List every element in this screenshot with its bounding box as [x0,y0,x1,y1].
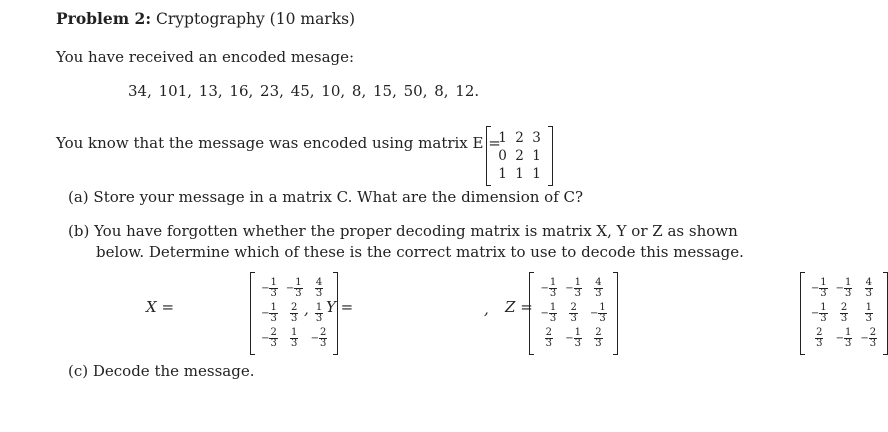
matrix-e-cell: 1 [532,147,541,164]
matrix-x-cell: $\frac{1}{3}$ [291,327,298,349]
matrix-z-cell: − $\frac{2}{3}$ [860,327,877,349]
label-x: X = [146,298,175,316]
matrix-e-cell: 1 [498,129,507,146]
matrix-z-cell: − $\frac{1}{3}$ [835,277,852,299]
matrix-e [486,126,553,186]
matrix-z-cell: − $\frac{1}{3}$ [810,277,827,299]
matrix-y-cell: − $\frac{1}{3}$ [565,277,582,299]
matrix-y [529,272,617,355]
label-z: Z = [505,298,533,316]
matrix-z-cell: $\frac{4}{3}$ [865,277,872,299]
matrix-z-cell: $\frac{2}{3}$ [816,327,823,349]
part-b-line1: (b) You have forgotten whether the proper decoding matrix is matrix X, Y or Z as shown [68,222,738,240]
matrix-e-cell: 2 [515,129,524,146]
matrix-y-cell: − $\frac{1}{3}$ [540,302,557,324]
matrix-y-cell: $\frac{2}{3}$ [545,327,553,349]
matrix-e-cell: 2 [515,147,524,164]
problem-heading [56,9,355,28]
matrix-y-cell: $\frac{4}{3}$ [595,277,602,299]
problem-title: Cryptography (10 marks) [156,10,356,28]
part-c: (c) Decode the message. [68,362,255,380]
matrix-x-cell: − $\frac{2}{3}$ [261,327,277,349]
matrix-e-cell: 1 [532,165,541,182]
matrix-x-cell: − $\frac{2}{3}$ [310,327,327,349]
matrix-z-cell: $\frac{2}{3}$ [840,302,848,324]
part-b-line2: below. Determine which of these is the correct matrix to use to decode this message. [96,243,744,261]
matrix-y-cell: − $\frac{1}{3}$ [565,327,582,349]
matrix-x-cell: $\frac{1}{3}$ [315,302,323,324]
matrix-x-cell: − $\frac{1}{3}$ [285,277,302,299]
label-y: Y = [326,298,354,316]
matrix-y-cell: − $\frac{1}{3}$ [590,302,606,324]
matrix-x-cell: $\frac{4}{3}$ [315,277,323,299]
matrix-sentence: You know that the message was encoded using matrix E = [56,134,501,152]
comma-y: , [484,300,489,318]
matrix-y-cell: $\frac{2}{3}$ [595,327,602,349]
intro-text: You have received an encoded mesage: [56,48,355,66]
matrix-y-cell: $\frac{2}{3}$ [570,302,577,324]
matrix-x-cell: − $\frac{1}{3}$ [261,302,277,324]
problem-number: Problem 2: [56,9,152,28]
matrix-z-cell: $\frac{1}{3}$ [865,302,872,324]
matrix-z [800,272,888,355]
encoded-message: 34, 101, 13, 16, 23, 45, 10, 8, 15, 50, 8, 12. [128,82,480,100]
matrix-x-cell: $\frac{2}{3}$ [291,302,298,324]
matrix-z-cell: − $\frac{1}{3}$ [835,327,852,349]
matrix-e-cell: 1 [515,165,524,182]
matrix-e-cell: 1 [498,165,507,182]
matrix-z-cell: − $\frac{1}{3}$ [810,302,827,324]
matrix-e-cell: 0 [498,147,507,164]
part-a: (a) Store your message in a matrix C. What are the dimension of C? [68,188,584,206]
matrix-x-cell: − $\frac{1}{3}$ [261,277,277,299]
comma-x: , [304,300,309,318]
matrix-e-cell: 3 [532,129,541,146]
matrix-y-cell: − $\frac{1}{3}$ [540,277,557,299]
